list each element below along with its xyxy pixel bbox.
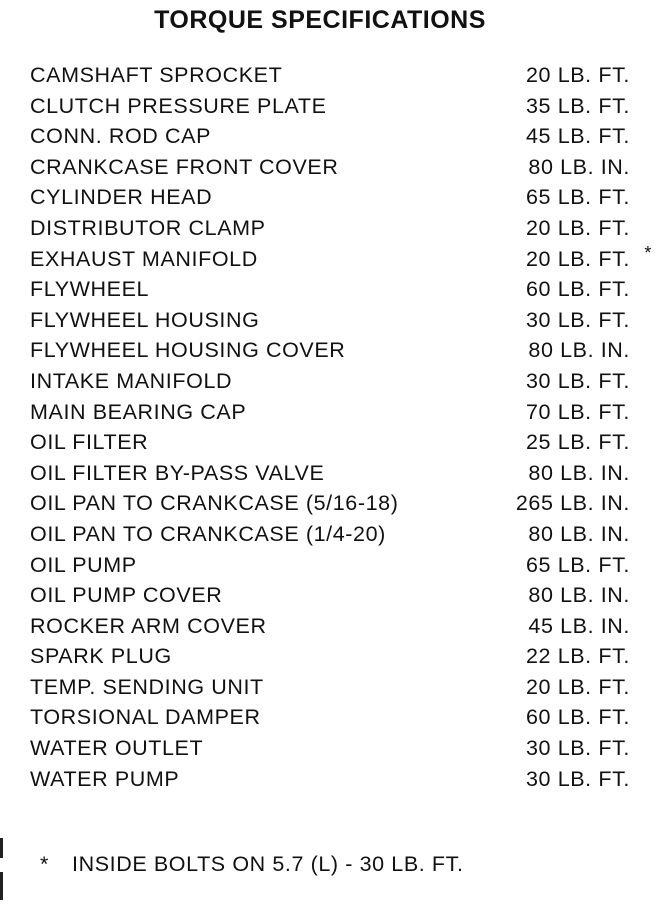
spec-row [30,305,660,336]
spec-torque-value: 20 LB. FT. [526,63,630,87]
spec-row [30,366,660,397]
spec-torque-value: 80 LB. IN. [528,460,630,485]
footnote [40,852,464,877]
spec-row [30,60,660,91]
spec-part-name: OIL FILTER BY-PASS VALVE [30,460,325,485]
spec-row [30,702,660,733]
spec-row [30,182,660,213]
spec-part-name: CLUTCH PRESSURE PLATE [30,93,327,118]
spec-part-name: EXHAUST MANIFOLD [30,246,258,271]
spec-part-name: OIL PUMP COVER [30,583,223,608]
spec-torque-value: 20 LB. FT. [526,215,630,240]
spec-row [30,641,660,672]
spec-part-name: INTAKE MANIFOLD [30,368,233,393]
scan-edge-mark [0,872,3,900]
spec-part-name: OIL PAN TO CRANKCASE (5/16-18) [30,491,399,516]
spec-torque-value: 70 LB. FT. [526,399,630,424]
spec-row [30,733,660,764]
spec-torque-value: 65 LB. FT. [526,552,630,577]
spec-torque-value: 20 LB. FT. [526,674,630,699]
spec-torque-value: 80 LB. IN. [528,583,630,608]
spec-part-name: TORSIONAL DAMPER [30,705,261,730]
spec-row [30,458,660,489]
spec-part-name: DISTRIBUTOR CLAMP [30,215,266,240]
spec-row [30,672,660,703]
spec-torque-value: 35 LB. FT. [526,93,630,118]
spec-row [30,152,660,183]
spec-torque-value: 45 LB. IN. [528,613,630,638]
spec-part-name: CYLINDER HEAD [30,185,213,210]
spec-part-name: FLYWHEEL HOUSING [30,307,260,332]
spec-torque-value: 45 LB. FT. [526,124,630,149]
spec-part-name: ROCKER ARM COVER [30,613,267,638]
spec-part-name: SPARK PLUG [30,644,172,669]
spec-torque-value: 30 LB. FT. [526,766,630,791]
spec-row [30,397,660,428]
spec-part-name: CAMSHAFT SPROCKET [30,63,283,87]
spec-torque-value: 65 LB. FT. [526,185,630,210]
spec-part-name: OIL FILTER [30,430,149,455]
spec-part-name: MAIN BEARING CAP [30,399,247,424]
spec-torque-value: 60 LB. FT. [526,277,630,302]
spec-part-name: CRANKCASE FRONT COVER [30,154,339,179]
footnote-text: INSIDE BOLTS ON 5.7 (L) - 30 LB. FT. [72,852,464,876]
spec-torque-value: 265 LB. IN. [515,491,630,516]
spec-part-name: FLYWHEEL [30,277,150,302]
spec-torque-value: 30 LB. FT. [526,736,630,761]
scan-edge-mark [0,838,3,858]
spec-part-name: OIL PAN TO CRANKCASE (1/4-20) [30,521,386,546]
spec-row [30,244,660,275]
torque-spec-list [30,60,660,794]
spec-torque-value: 30 LB. FT. [526,307,630,332]
spec-row [30,91,660,122]
spec-row [30,427,660,458]
spec-torque-value: 60 LB. FT. [526,705,630,730]
spec-part-name: FLYWHEEL HOUSING COVER [30,338,346,363]
spec-torque-value: 30 LB. FT. [526,368,630,393]
spec-torque-value: 20 LB. FT. [526,246,630,271]
spec-part-name: CONN. ROD CAP [30,124,212,149]
spec-row [30,550,660,581]
spec-torque-value: 25 LB. FT. [526,430,630,455]
spec-row [30,121,660,152]
spec-torque-value: 80 LB. IN. [528,154,630,179]
spec-footnote-flag: * [644,242,652,263]
spec-row [30,274,660,305]
spec-part-name: OIL PUMP [30,552,137,577]
page-title: TORQUE SPECIFICATIONS [154,6,486,34]
spec-part-name: WATER OUTLET [30,736,204,761]
spec-torque-value: 80 LB. IN. [528,521,630,546]
spec-torque-value: 22 LB. FT. [526,644,630,669]
spec-row [30,488,660,519]
spec-part-name: TEMP. SENDING UNIT [30,674,264,699]
spec-part-name: WATER PUMP [30,766,180,791]
footnote-mark: * [40,852,49,876]
spec-row [30,335,660,366]
spec-torque-value: 80 LB. IN. [528,338,630,363]
spec-row [30,764,660,795]
spec-row [30,611,660,642]
spec-row [30,580,660,611]
spec-row [30,519,660,550]
spec-row [30,213,660,244]
